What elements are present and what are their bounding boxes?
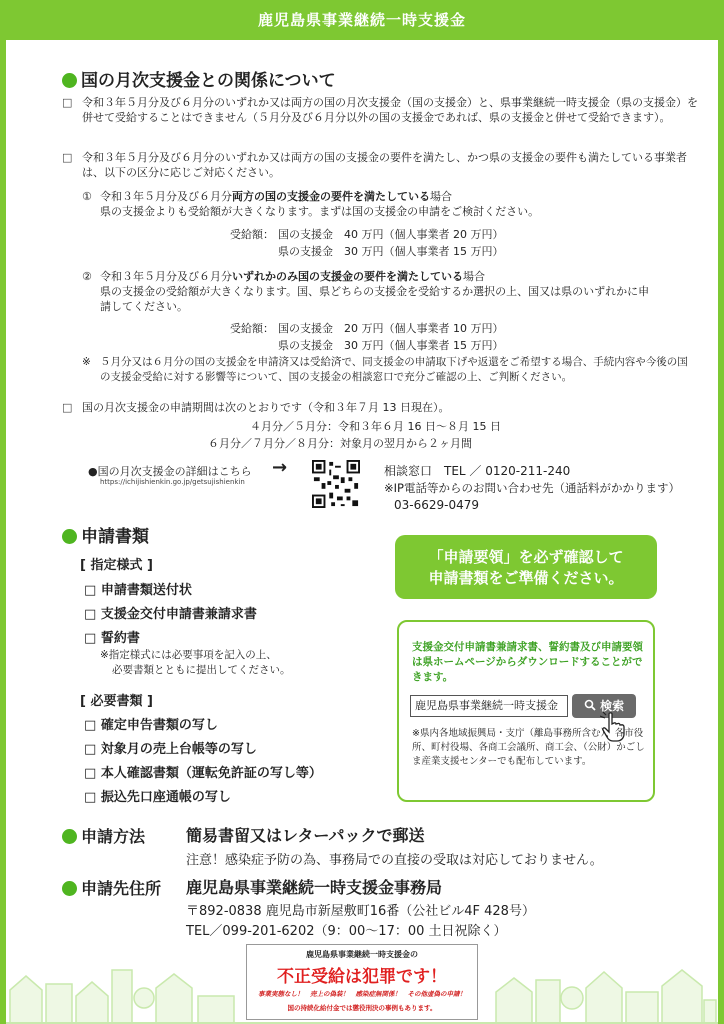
period-apr-may: ４月分／５月分：令和３年６月 16 日～８月 15 日 <box>250 420 501 433</box>
designated-note-2: 必要書類とともに提出してください。 <box>112 664 291 676</box>
case-2-desc: 県の支援金の受給額が大きくなります。国、県どちらの支援金を受給するか選択の上、国又は県のいずれかに申請してください。 <box>100 285 650 313</box>
designated-note-1: ※指定様式には必要事項を記入の上、 <box>100 649 277 661</box>
fraud-warning-headline: 不正受給は犯罪です！ <box>277 967 447 987</box>
designated-item-3: □ 誓約書 <box>84 631 140 646</box>
section-heading-documents: 申請書類 <box>62 522 149 547</box>
relation-item-2: 令和３年５月分及び６月分のいずれか又は両方の国の支援金の要件を満たし、かつ県の支援金の要件も満たしている事業者は、以下の区分に応じご対応ください。 <box>82 151 687 179</box>
case-1-amount-national: 国の支援金 40 万円（個人事業者 20 万円） <box>278 228 504 241</box>
details-url[interactable]: https://ichijishienkin.go.jp/getsujishienkin <box>100 478 245 486</box>
header-bar <box>0 0 724 40</box>
green-dot-icon <box>62 73 77 88</box>
section-heading-relation: 国の月次支援金との関係について <box>62 66 336 91</box>
fraud-warning-examples: 事業実態なし！ 売上の偽装！ 感染症無関係！ その他虚偽の申請！ <box>258 990 466 998</box>
designated-item-1: □ 申請書類送付状 <box>84 583 192 598</box>
download-info-text: 支援金交付申請書兼請求書、誓約書及び申請要領は県ホームページからダウンロードすることができます。 <box>412 641 643 683</box>
qr-code-icon[interactable] <box>312 460 360 508</box>
fraud-warning-precedent: 国の持続化給付金では懲役刑決の事例もあります。 <box>287 1004 437 1012</box>
page-title: 鹿児島県事業継続一時支援金 <box>257 11 466 29</box>
checkbox-icon: □ <box>62 96 73 109</box>
required-item-1: □ 確定申告書類の写し <box>84 718 218 733</box>
search-input[interactable]: 鹿児島県事業継続一時支援金 <box>410 695 568 717</box>
relation-item-1: 令和３年５月分及び６月分のいずれか又は両方の国の月次支援金（国の支援金）と、県事業継続一時支援金（県の支援金）を併せて受給することはできません（５月分及び６月分以外の国の支援金であれば、県の支援金と併せて受給できます）。 <box>82 96 698 124</box>
ip-phone-note: ※IP電話等からのお問い合わせ先（通話料がかかります） <box>384 481 680 495</box>
required-item-4: □ 振込先口座通帳の写し <box>84 790 231 805</box>
checkbox-icon: □ <box>62 151 73 164</box>
case-1-amount-prefecture: 県の支援金 30 万円（個人事業者 15 万円） <box>278 245 504 258</box>
arrow-right-icon: → <box>272 457 288 478</box>
checkbox-icon: □ <box>62 401 73 414</box>
required-item-3: □ 本人確認書類（運転免許証の写し等） <box>84 766 322 781</box>
distribution-note: ※県内各地域振興局・支庁（離島事務所含む）、各市役所、町村役場、各商工会議所、商工会、（公財）かごしま産業支援センターでも配布しています。 <box>412 728 645 767</box>
search-icon <box>584 699 596 711</box>
method-caution: 注意！感染症予防の為、事務局での直接の受取は対応しておりません。 <box>186 853 603 868</box>
address-label: 申請先住所 <box>62 876 161 899</box>
guidelines-notice-line-2: 申請書類をご準備ください。 <box>428 569 624 587</box>
green-dot-icon <box>62 829 77 844</box>
case-1-title: 令和３年５月分及び６月分両方の国の支援金の要件を満たしている場合 <box>100 190 452 203</box>
office-name: 鹿児島県事業継続一時支援金事務局 <box>186 878 443 897</box>
case-2-amount-label: 受給額： <box>230 322 274 335</box>
case-2-title: 令和３年５月分及び６月分いずれかのみ国の支援金の要件を満たしている場合 <box>100 270 485 283</box>
case-2-amount-national: 国の支援金 20 万円（個人事業者 10 万円） <box>278 322 504 335</box>
designated-item-2: □ 支援金交付申請書兼請求書 <box>84 607 257 622</box>
required-docs-title: [ 必要書類 ] <box>80 694 153 709</box>
required-item-2: □ 対象月の売上台帳等の写し <box>84 742 257 757</box>
case-1-desc: 県の支援金よりも受給額が大きくなります。まずは国の支援金の申請をご検討ください。 <box>100 205 540 218</box>
fraud-warning-box <box>246 944 478 1020</box>
application-period-intro: 国の月次支援金の申請期間は次のとおりです（令和３年７月 13 日現在）。 <box>82 401 450 414</box>
refund-note: ５月分又は６月分の国の支援金を申請済又は受給済で、同支援金の申請取下げや返還をご希望する場合、手続内容や今後の国の支援金受給に対する影響等について、国の支援金の相談窓口で充分ご確認の上、ご判断ください。 <box>100 356 688 383</box>
period-jun-aug: ６月分／７月分／８月分：対象月の翌月から２ヶ月間 <box>208 437 472 450</box>
green-dot-icon <box>62 529 77 544</box>
guidelines-notice <box>395 535 657 599</box>
guidelines-notice-line-1: 「申請要領」を必ず確認して <box>428 548 624 566</box>
details-link[interactable]: ●国の月次支援金の詳細はこちら <box>88 465 252 478</box>
note-mark: ※ <box>82 356 91 368</box>
consultation-tel: 相談窓口 TEL ／ 0120-211-240 <box>384 464 571 478</box>
designated-forms-title: [ 指定様式 ] <box>80 558 153 573</box>
case-1-number: ① <box>82 190 92 203</box>
fraud-warning-line-1: 鹿児島県事業継続一時支援金の <box>306 950 418 959</box>
search-button-label: 検索 <box>600 699 625 713</box>
method-label: 申請方法 <box>62 824 145 847</box>
case-2-number: ② <box>82 270 92 283</box>
method-value: 簡易書留又はレターパックで郵送 <box>186 826 425 845</box>
office-address: 〒892-0838 鹿児島市新屋敷町16番（公社ビル4F 428号） <box>186 904 535 919</box>
case-2-amount-prefecture: 県の支援金 30 万円（個人事業者 15 万円） <box>278 339 504 352</box>
green-dot-icon <box>62 881 77 896</box>
ip-phone-number: 03-6629-0479 <box>394 498 480 512</box>
case-1-amount-label: 受給額： <box>230 228 274 241</box>
office-tel: TEL／099-201-6202（9：00～17：00 土日祝除く） <box>186 924 507 939</box>
